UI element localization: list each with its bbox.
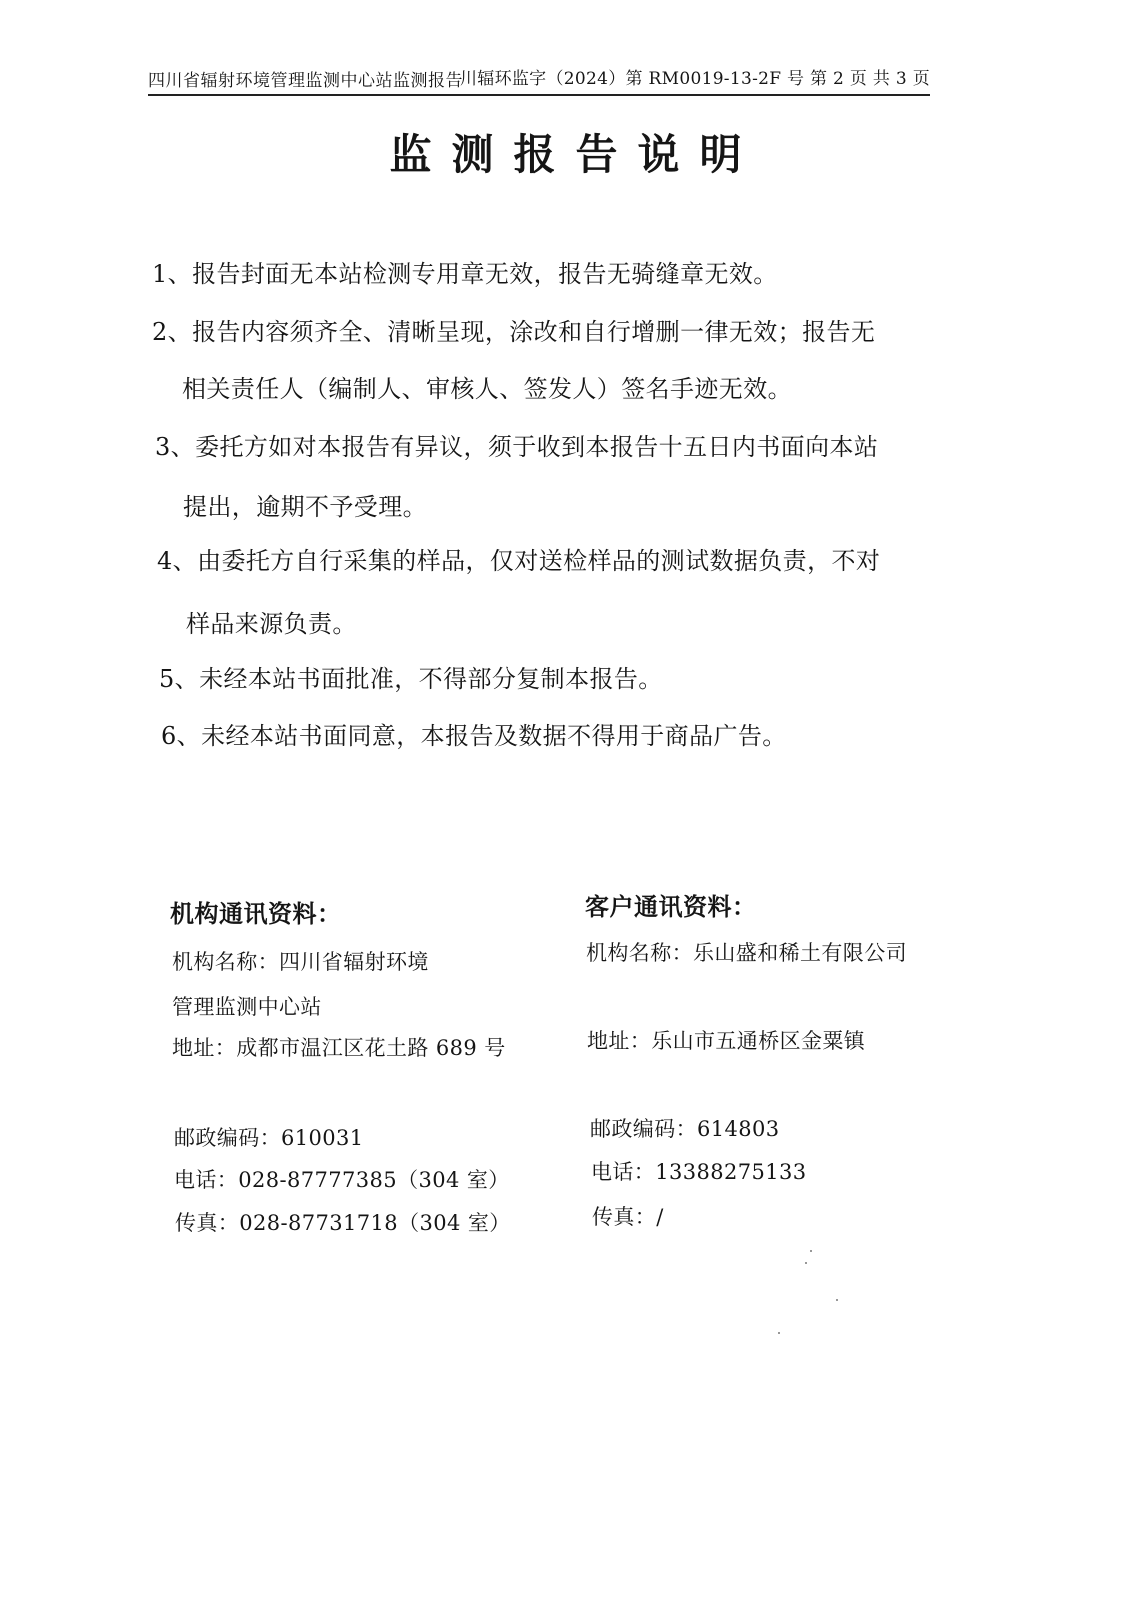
institution-fax: 传真：028-87731718（304 室） bbox=[175, 1211, 511, 1235]
note-text: 报告内容须齐全、清晰呈现，涂改和自行增删一律无效；报告无 bbox=[192, 318, 876, 346]
client-name: 机构名称：乐山盛和稀土有限公司 bbox=[586, 941, 907, 965]
note-6 bbox=[161, 716, 787, 751]
page-title: 监测报告说明 bbox=[389, 130, 762, 179]
client-fax: 传真：/ bbox=[592, 1205, 664, 1229]
institution-name-continued: 管理监测中心站 bbox=[172, 995, 322, 1019]
header-report-number: 川辐环监字（2024）第 RM0019-13-2F 号 第 2 页 共 3 页 bbox=[459, 69, 930, 89]
note-3-continued: 提出，逾期不予受理。 bbox=[183, 493, 427, 521]
institution-postcode: 邮政编码：610031 bbox=[174, 1126, 364, 1150]
institution-name: 机构名称：四川省辐射环境 bbox=[172, 950, 429, 974]
note-number: 4、 bbox=[157, 547, 198, 575]
note-number: 6、 bbox=[161, 722, 202, 750]
note-text: 未经本站书面同意，本报告及数据不得用于商品广告。 bbox=[201, 722, 787, 750]
institution-contact-heading: 机构通讯资料： bbox=[170, 899, 342, 928]
note-text: 由委托方自行采集的样品，仅对送检样品的测试数据负责，不对 bbox=[197, 547, 881, 575]
scan-speck bbox=[836, 1299, 838, 1301]
note-number: 2、 bbox=[152, 318, 193, 346]
institution-address: 地址：成都市温江区花土路 689 号 bbox=[172, 1036, 506, 1060]
note-2-continued: 相关责任人（编制人、审核人、签发人）签名手迹无效。 bbox=[182, 375, 792, 403]
scan-speck bbox=[810, 1250, 812, 1252]
header-report-name: 四川省辐射环境管理监测中心站监测报告 bbox=[148, 71, 463, 91]
note-number: 3、 bbox=[155, 433, 196, 461]
note-text: 委托方如对本报告有异议，须于收到本报告十五日内书面向本站 bbox=[195, 433, 879, 461]
scan-speck bbox=[778, 1332, 780, 1334]
scan-speck bbox=[805, 1262, 807, 1264]
note-3 bbox=[155, 427, 878, 462]
note-5 bbox=[159, 659, 663, 694]
note-1 bbox=[152, 254, 778, 289]
note-number: 1、 bbox=[152, 260, 193, 288]
client-phone: 电话：13388275133 bbox=[591, 1160, 807, 1184]
client-contact-heading: 客户通讯资料： bbox=[585, 892, 757, 921]
client-address: 地址：乐山市五通桥区金粟镇 bbox=[587, 1029, 866, 1053]
note-4 bbox=[157, 541, 880, 576]
page-header bbox=[148, 60, 930, 96]
note-text: 未经本站书面批准，不得部分复制本报告。 bbox=[199, 665, 663, 693]
note-2 bbox=[152, 312, 875, 347]
client-postcode: 邮政编码：614803 bbox=[590, 1117, 780, 1141]
note-text: 报告封面无本站检测专用章无效，报告无骑缝章无效。 bbox=[192, 260, 778, 288]
note-4-continued: 样品来源负责。 bbox=[186, 610, 357, 638]
institution-phone: 电话：028-87777385（304 室） bbox=[174, 1168, 510, 1192]
note-number: 5、 bbox=[159, 665, 200, 693]
